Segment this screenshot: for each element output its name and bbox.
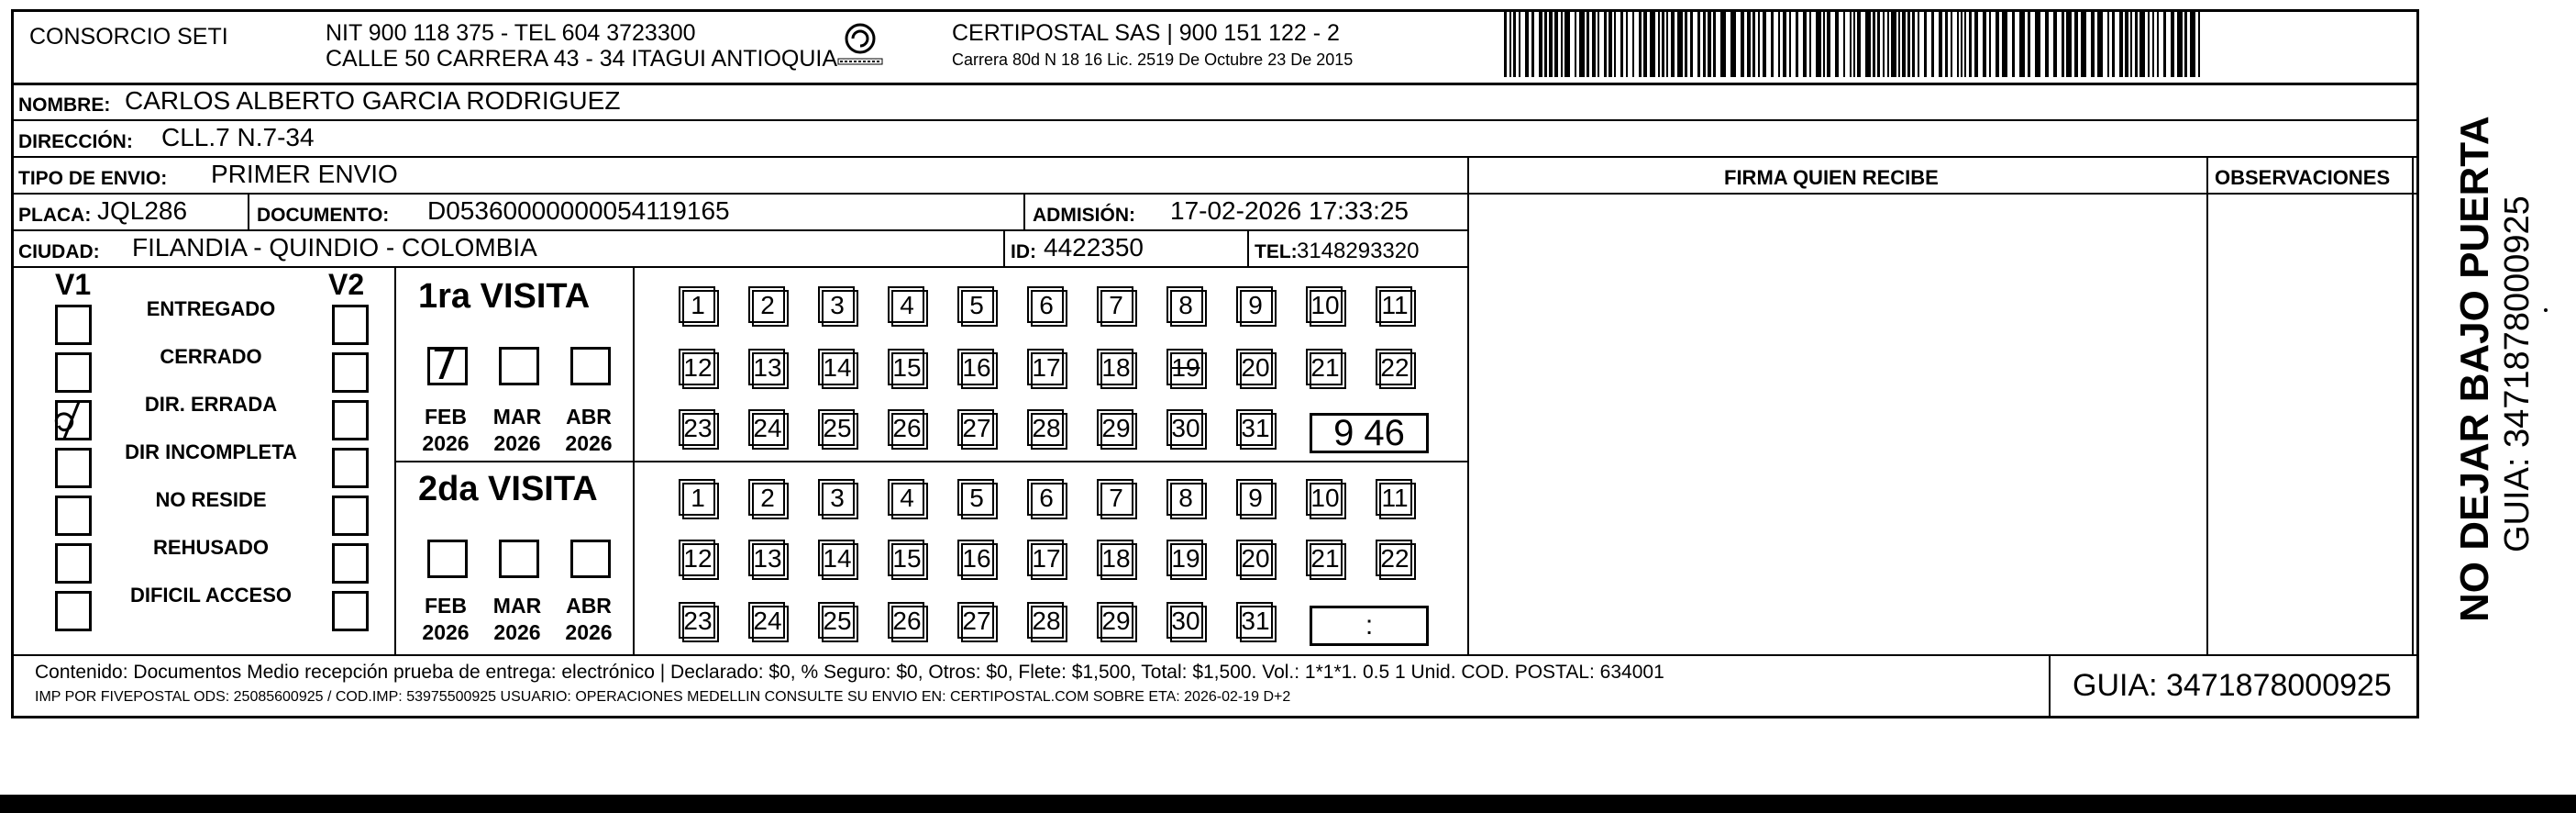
day-box[interactable]: 7	[1100, 483, 1137, 519]
placa-label: PLACA:	[18, 205, 92, 226]
status-label: DIR. ERRADA	[144, 393, 278, 416]
day-box[interactable]: 25	[822, 606, 858, 642]
status-label: NO RESIDE	[155, 488, 267, 511]
address-line: CALLE 50 CARRERA 43 - 34 ITAGUI ANTIOQUIA	[326, 46, 838, 72]
day-box[interactable]: 9	[1240, 290, 1277, 327]
day-box[interactable]: 9	[1240, 483, 1277, 519]
day-box[interactable]: 11	[1379, 483, 1416, 519]
v2-checkbox[interactable]	[332, 591, 369, 631]
day-box[interactable]: 24	[752, 413, 789, 450]
time-box[interactable]: 9 46	[1310, 413, 1429, 453]
v2-checkbox[interactable]	[332, 400, 369, 440]
license-line: Carrera 80d N 18 16 Lic. 2519 De Octubre 23 De 2015	[952, 50, 1354, 69]
month-label: FEB 2026	[422, 405, 470, 455]
documento-label: DOCUMENTO:	[257, 205, 390, 226]
ciudad-value: FILANDIA - QUINDIO - COLOMBIA	[132, 233, 537, 262]
month-label: MAR 2026	[492, 405, 542, 455]
status-label: ENTREGADO	[146, 297, 276, 320]
direccion-value: CLL.7 N.7-34	[161, 123, 315, 151]
day-box[interactable]: 20	[1240, 352, 1277, 389]
day-box[interactable]: 8	[1170, 483, 1207, 519]
month-checkbox[interactable]	[499, 347, 539, 385]
day-box[interactable]: 23	[682, 606, 719, 642]
day-box[interactable]: 10	[1310, 483, 1346, 519]
bottom-band	[0, 795, 2576, 813]
day-box[interactable]: 5	[961, 290, 998, 327]
v1-checkbox[interactable]	[55, 352, 92, 393]
v1-label: V1	[55, 268, 92, 301]
day-box[interactable]: 13	[752, 543, 789, 580]
day-box[interactable]: 30	[1170, 606, 1207, 642]
first-visit-label: 1ra VISITA	[418, 277, 591, 316]
day-box[interactable]: 26	[891, 606, 928, 642]
status-label: DIR INCOMPLETA	[125, 440, 297, 463]
month-label: ABR 2026	[565, 405, 613, 455]
day-box[interactable]: 16	[961, 352, 998, 389]
day-box[interactable]: 3	[822, 290, 858, 327]
footer-print-line: IMP POR FIVEPOSTAL ODS: 25085600925 / COD.IMP: 53975500925 USUARIO: OPERACIONES MEDELLIN CONSULTE SU ENVIO EN: CERTIPOSTAL.COM SOBRE ETA: 2026-02-19 D+2	[35, 689, 1291, 705]
status-label: CERRADO	[160, 345, 262, 368]
day-box[interactable]: 6	[1031, 483, 1067, 519]
footer-content-line: Contenido: Documentos Medio recepción prueba de entrega: electrónico | Declarado: $0, % Seguro: $0, Otros: $0, Flete: $1,500, Total: $1,500. Vol.: 1*1*1. 0.5 1 Unid. COD. POSTAL: 634001	[35, 662, 1664, 683]
v2-checkbox[interactable]	[332, 305, 369, 345]
no-dejar-bajo-puerta: NO DEJAR BAJO PUERTA	[2452, 116, 2497, 622]
day-box[interactable]: 31	[1240, 606, 1277, 642]
day-box[interactable]: 15	[891, 352, 928, 389]
placa-value: JQL286	[97, 196, 188, 225]
tipo-envio-label: TIPO DE ENVIO:	[18, 168, 168, 189]
day-box[interactable]: 20	[1240, 543, 1277, 580]
ciudad-label: CIUDAD:	[18, 241, 100, 262]
day-box[interactable]: 12	[682, 352, 719, 389]
firma-label: FIRMA QUIEN RECIBE	[1724, 166, 1939, 189]
day-box[interactable]: 21	[1310, 543, 1346, 580]
day-box[interactable]: 11	[1379, 290, 1416, 327]
day-box[interactable]: 19	[1170, 352, 1207, 389]
day-box[interactable]: 16	[961, 543, 998, 580]
day-box[interactable]: 27	[961, 606, 998, 642]
certipostal-line: CERTIPOSTAL SAS | 900 151 122 - 2	[952, 20, 1340, 46]
second-visit-label: 2da VISITA	[418, 470, 598, 508]
day-box[interactable]: 13	[752, 352, 789, 389]
day-box[interactable]: 14	[822, 352, 858, 389]
v2-checkbox[interactable]	[332, 448, 369, 488]
day-box[interactable]: 22	[1379, 543, 1416, 580]
day-box[interactable]: 14	[822, 543, 858, 580]
day-box[interactable]: 10	[1310, 290, 1346, 327]
v1-checkbox[interactable]	[55, 496, 92, 536]
v1-checkbox[interactable]	[55, 591, 92, 631]
signature-area[interactable]	[1471, 195, 2205, 653]
v1-checkbox[interactable]	[55, 448, 92, 488]
documento-value: D05360000000054119165	[427, 196, 730, 225]
nombre-value: CARLOS ALBERTO GARCIA RODRIGUEZ	[125, 86, 621, 115]
admision-value: 17-02-2026 17:33:25	[1170, 196, 1409, 225]
check-mark-icon	[46, 396, 101, 442]
certipostal-logo-icon	[833, 20, 888, 72]
day-box[interactable]: 27	[961, 413, 998, 450]
day-box[interactable]: 1	[682, 483, 719, 519]
month-checkbox[interactable]	[570, 540, 611, 578]
day-box[interactable]: 28	[1031, 606, 1067, 642]
month-label: MAR 2026	[492, 594, 542, 644]
side-guia: GUIA: 3471878000925	[2498, 195, 2537, 552]
company-name: CONSORCIO SETI	[29, 24, 228, 50]
tel-value: 3148293320	[1297, 239, 1420, 263]
tipo-envio-value: PRIMER ENVIO	[211, 160, 398, 188]
v1-checkbox[interactable]	[55, 543, 92, 584]
observaciones-label: OBSERVACIONES	[2215, 166, 2391, 189]
month-checkbox[interactable]	[427, 540, 468, 578]
dot-mark	[2544, 308, 2548, 312]
day-box[interactable]: 18	[1100, 543, 1137, 580]
day-box[interactable]: 31	[1240, 413, 1277, 450]
v2-label: V2	[328, 268, 365, 301]
v1-checkbox[interactable]	[55, 305, 92, 345]
day-box[interactable]: 12	[682, 543, 719, 580]
handwritten-month-mark: 7	[431, 340, 459, 389]
day-box[interactable]: 17	[1031, 352, 1067, 389]
day-box[interactable]: 1	[682, 290, 719, 327]
day-box[interactable]: 6	[1031, 290, 1067, 327]
day-box[interactable]: 28	[1031, 413, 1067, 450]
day-box[interactable]: 2	[752, 290, 789, 327]
admision-label: ADMISIÓN:	[1033, 205, 1135, 226]
nit-line: NIT 900 118 375 - TEL 604 3723300	[326, 20, 696, 46]
tel-label: TEL:	[1255, 241, 1298, 262]
day-box[interactable]: 18	[1100, 352, 1137, 389]
v2-checkbox[interactable]	[332, 352, 369, 393]
day-box[interactable]: 3	[822, 483, 858, 519]
month-checkbox[interactable]	[570, 347, 611, 385]
day-box[interactable]: 23	[682, 413, 719, 450]
direccion-label: DIRECCIÓN:	[18, 131, 133, 152]
month-label: ABR 2026	[565, 594, 613, 644]
day-box[interactable]: 30	[1170, 413, 1207, 450]
day-box[interactable]: 15	[891, 543, 928, 580]
day-box[interactable]: 26	[891, 413, 928, 450]
status-label: REHUSADO	[153, 536, 269, 559]
v2-checkbox[interactable]	[332, 543, 369, 584]
month-label: FEB 2026	[422, 594, 470, 644]
v2-checkbox[interactable]	[332, 496, 369, 536]
day-box[interactable]: 24	[752, 606, 789, 642]
day-box[interactable]: 5	[961, 483, 998, 519]
nombre-label: NOMBRE:	[18, 95, 111, 116]
footer-guia: GUIA: 3471878000925	[2073, 668, 2392, 703]
observaciones-area[interactable]	[2210, 195, 2410, 653]
day-box[interactable]: 29	[1100, 413, 1137, 450]
day-box[interactable]: 4	[891, 483, 928, 519]
day-box[interactable]: 4	[891, 290, 928, 327]
day-box[interactable]: 7	[1100, 290, 1137, 327]
day-box[interactable]: 22	[1379, 352, 1416, 389]
day-box[interactable]: 8	[1170, 290, 1207, 327]
barcode	[1504, 11, 2210, 77]
time-box[interactable]: :	[1310, 606, 1429, 646]
day-box[interactable]: 29	[1100, 606, 1137, 642]
month-checkbox[interactable]	[499, 540, 539, 578]
day-box[interactable]: 19	[1170, 543, 1207, 580]
id-value: 4422350	[1044, 233, 1144, 262]
day-box[interactable]: 17	[1031, 543, 1067, 580]
day-box[interactable]: 21	[1310, 352, 1346, 389]
day-box[interactable]: 25	[822, 413, 858, 450]
day-box[interactable]: 2	[752, 483, 789, 519]
status-label: DIFICIL ACCESO	[129, 584, 292, 607]
id-label: ID:	[1011, 241, 1036, 262]
